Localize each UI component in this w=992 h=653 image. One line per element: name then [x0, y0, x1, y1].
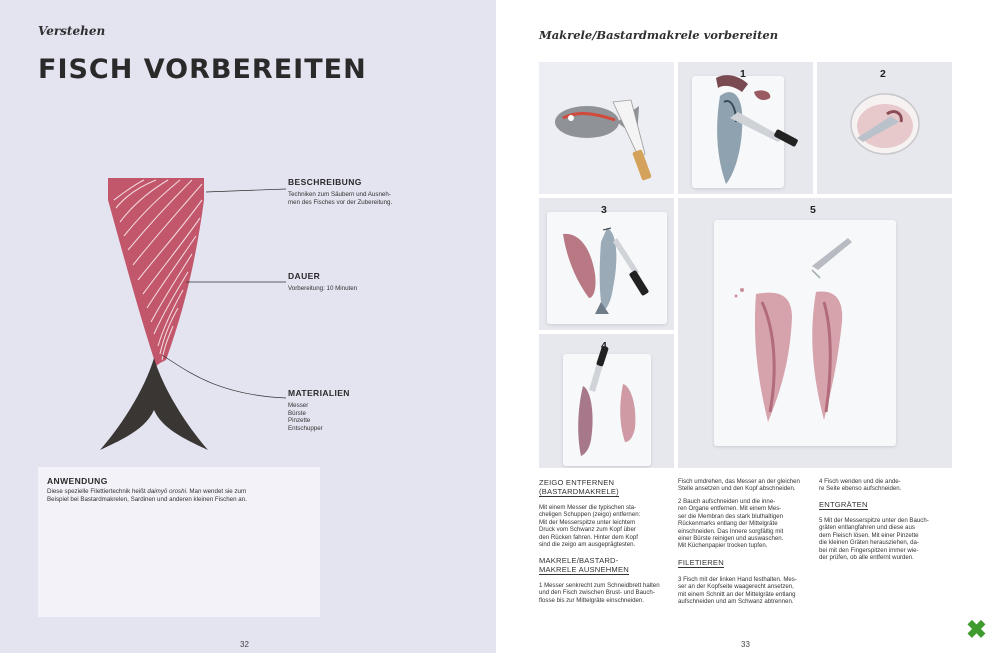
- fillets-tweezers-image: [678, 198, 952, 468]
- fillet-image: [539, 198, 674, 330]
- info-line: Pinzette: [288, 417, 311, 424]
- text-line: einer Bürste reinigen und auswaschen.: [678, 535, 784, 543]
- heading-line: ZEIGO ENTFERNEN: [539, 478, 615, 487]
- text-line: Fisch umdrehen, das Messer an der gleichen: [678, 478, 800, 485]
- heading-line-text: MAKRELE AUSNEHMEN: [539, 565, 629, 574]
- photo-step-3: [539, 198, 674, 330]
- text-line: dem Fleisch lösen. Mit einer Pinzette: [819, 531, 919, 539]
- text-line: Mit einem Messer die typischen sta-: [539, 504, 637, 511]
- text-line: gräten entlangfahren und diese aus: [819, 524, 915, 532]
- heading-line-text: (BASTARDMAKRELE): [539, 487, 619, 496]
- text-line: ren Organe entfernen. Mit einem Mes-: [678, 505, 782, 513]
- usage-heading: ANWENDUNG: [47, 476, 108, 486]
- usage-text: [47, 488, 307, 503]
- photo-step-2: [817, 62, 952, 194]
- text-line: 1 Messer senkrecht zum Schneidbrett halten: [539, 582, 660, 589]
- info-line: Entschupper: [288, 424, 323, 432]
- text-line: cheligen Schuppen (zeigo) entfernen:: [539, 511, 641, 519]
- text-line: bei mit den Fingerspitzen immer wie-: [819, 546, 919, 554]
- usage-text-term: daimyō oroshi: [147, 488, 186, 495]
- text-line: einschneiden. Das Innere sorgfältig mit: [678, 527, 784, 535]
- fish-icon-panel: [539, 62, 674, 194]
- text-step-2: [678, 498, 783, 550]
- text-line: ser an der Kopfseite waagerecht ansetzen,: [678, 583, 794, 591]
- text-line: Mit der Messerspitze unter leichtem: [539, 518, 636, 526]
- heading-filetieren: [678, 558, 724, 567]
- heading-line-text: FILETIEREN: [678, 558, 724, 567]
- fish-knife-icon: [539, 62, 674, 194]
- text-step-1-cont: [678, 478, 800, 493]
- photo-step-4: [539, 334, 674, 468]
- text-line: und den Fisch zwischen Brust- und Bauch-: [539, 589, 655, 597]
- section-kicker: Verstehen: [38, 24, 106, 38]
- heading-line-text: ENTGRÄTEN: [819, 500, 868, 509]
- info-line: Techniken zum Säubern und Ausneh-: [288, 191, 391, 198]
- photo-number: 3: [601, 204, 607, 216]
- recipe-title: Makrele/Bastardmakrele vorbereiten: [539, 28, 779, 42]
- text-line: die kleinen Gräten herausziehen, da-: [819, 539, 919, 547]
- heading-entgraeten: [819, 500, 868, 509]
- heading-line: [539, 487, 619, 496]
- photo-step-5: [678, 198, 952, 468]
- close-icon[interactable]: ✖: [966, 616, 987, 644]
- heading-ausnehmen: [539, 556, 629, 574]
- text-line: Rückenmarks entlang der Mittelgräte: [678, 520, 778, 528]
- text-line: sind die zeigo am ausgeprägtesten.: [539, 541, 636, 549]
- text-line: Mit Küchenpapier trocken tupfen.: [678, 542, 768, 550]
- text-step-1: [539, 582, 660, 604]
- page-number-right: 33: [741, 640, 750, 649]
- info-line: Bürste: [288, 409, 306, 417]
- usage-text-part: Diese spezielle Filettiertechnik heißt: [47, 488, 148, 495]
- page-title: FISCH VORBEREITEN: [38, 54, 367, 85]
- text-line: 5 Mit der Messerspitze unter den Bauch-: [819, 517, 929, 524]
- text-line: 4 Fisch wenden und die ande-: [819, 478, 901, 485]
- photo-number: 5: [810, 204, 816, 216]
- usage-text-part: Beispiel bei Bastardmakrelen, Sardinen und anderen kleinen Fischen an.: [47, 495, 247, 503]
- info-line: Vorbereitung: 10 Minuten: [288, 285, 358, 292]
- text-line: Druck vom Schwanz zum Kopf über: [539, 526, 636, 534]
- info-heading: MATERIALIEN: [288, 388, 350, 398]
- info-materials: [288, 388, 350, 432]
- usage-box: [38, 467, 320, 617]
- text-line: 2 Bauch aufschneiden und die inne-: [678, 498, 776, 505]
- text-line: mit einem Schnitt an der Mittelgräte entlang: [678, 590, 796, 598]
- text-step-3: [678, 576, 797, 606]
- bowl-image: [817, 62, 952, 194]
- text-line: ser die Membran des stark bluthaltigen: [678, 512, 784, 520]
- fillet-knife-image: [539, 334, 674, 468]
- heading-line: [539, 565, 629, 574]
- info-line: Messer: [288, 402, 309, 409]
- photo-number: 2: [880, 68, 886, 80]
- text-line: der prüfen, ob alle entfernt wurden.: [819, 554, 914, 562]
- text-line: Stelle ansetzen und den Kopf abschneiden.: [678, 485, 796, 493]
- fish-tail-illustration: [96, 170, 286, 455]
- info-duration: [288, 271, 357, 293]
- info-description: [288, 177, 392, 206]
- info-heading: DAUER: [288, 271, 321, 281]
- heading-zeigo: [539, 478, 619, 496]
- text-line: 3 Fisch mit der linken Hand festhalten. Mes-: [678, 576, 797, 583]
- usage-text-part: . Man wendet sie zum: [185, 488, 247, 495]
- text-step-4: [819, 478, 901, 493]
- page-number-left: 32: [240, 640, 249, 649]
- photo-step-1: [678, 62, 813, 194]
- info-line: men des Fisches vor der Zubereitung.: [288, 198, 393, 206]
- mackerel-image: [678, 62, 813, 194]
- text-line: den Rücken fahren. Hinter dem Kopf: [539, 533, 638, 541]
- info-heading: BESCHREIBUNG: [288, 177, 362, 187]
- text-step-5: [819, 517, 929, 561]
- right-page: [496, 0, 992, 653]
- photo-number: 1: [740, 68, 746, 80]
- text-zeigo: [539, 504, 640, 548]
- text-line: flosse bis zur Mittelgräte einschneiden.: [539, 596, 645, 604]
- text-line: aufschneiden und am Schwanz abtrennen.: [678, 598, 794, 606]
- text-line: re Seite ebenso aufschneiden.: [819, 485, 902, 493]
- photo-number: 4: [601, 340, 607, 352]
- heading-line: MAKRELE/BASTARD-: [539, 556, 619, 565]
